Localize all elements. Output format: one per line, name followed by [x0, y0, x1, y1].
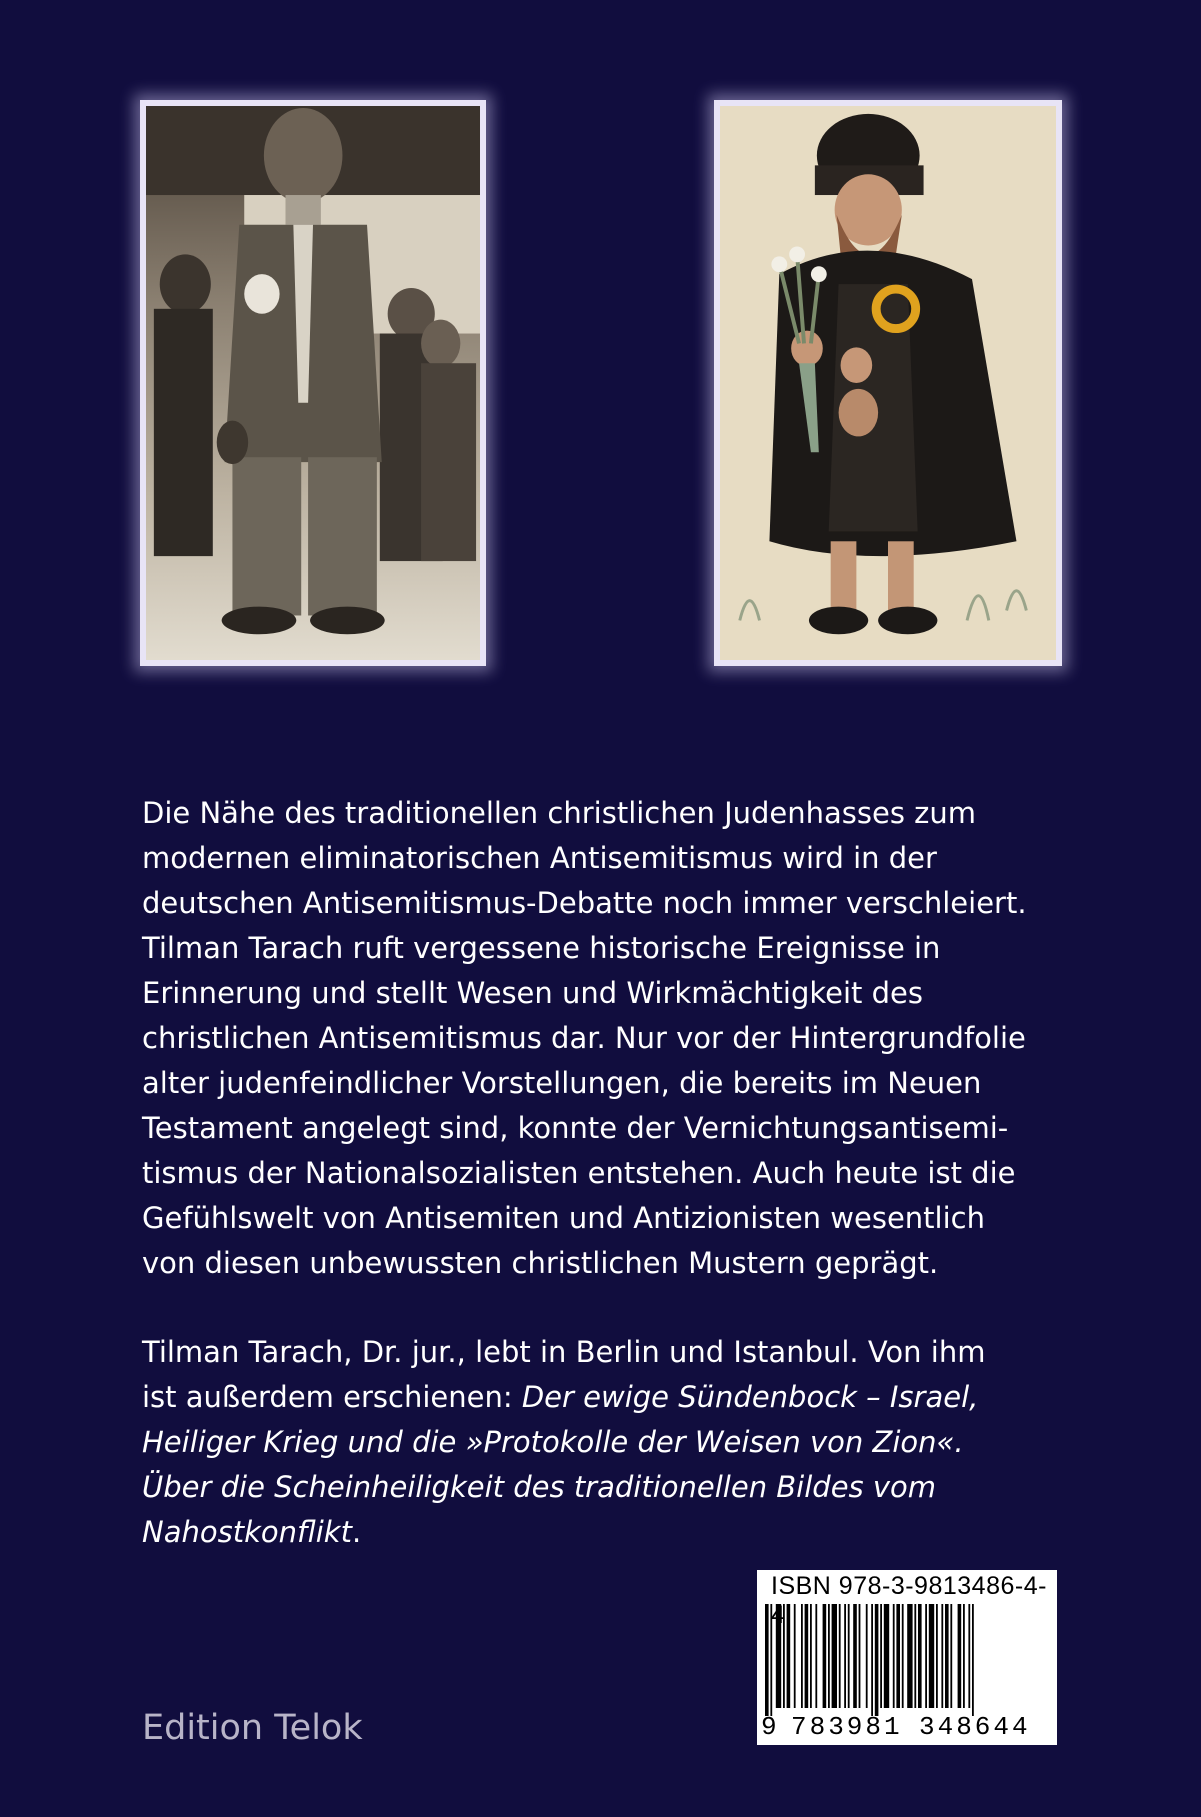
barcode-bar: [871, 1604, 873, 1716]
barcode-bar: [896, 1604, 900, 1708]
bio-book-title-part-2: Heiliger Krieg und die »Protokolle der Weisen von Zion«.: [142, 1425, 964, 1459]
barcode-bar: [936, 1604, 938, 1708]
barcode-bar: [972, 1604, 974, 1716]
barcode-bar: [810, 1604, 812, 1708]
isbn-barcode: [757, 1570, 1057, 1745]
barcode-bar: [783, 1604, 785, 1708]
barcode-bar: [963, 1604, 965, 1708]
bio-book-title-part-4: Nahostkonflikt: [142, 1515, 352, 1549]
barcode-bar: [925, 1604, 927, 1708]
barcode-bar: [765, 1604, 769, 1716]
barcode-bar: [950, 1604, 952, 1708]
blurb-line: christlichen Antisemitismus dar. Nur vor der Hintergrundfolie: [142, 1021, 1026, 1055]
barcode-bar: [918, 1604, 922, 1708]
barcode-bar: [902, 1604, 904, 1708]
photo-man-with-badge-illustration: [146, 106, 480, 660]
photo-man-with-badge: [140, 100, 486, 666]
blurb-line: von diesen unbewussten christlichen Mustern geprägt.: [142, 1246, 939, 1280]
barcode-bar: [848, 1604, 850, 1708]
barcode-bar: [941, 1604, 943, 1708]
barcode-bar: [801, 1604, 803, 1708]
barcode-bar: [875, 1604, 879, 1716]
blurb-line: Testament angelegt sind, konnte der Vernichtungsantisemi-: [142, 1111, 1009, 1145]
barcode-bar: [945, 1604, 949, 1708]
blurb-line: Tilman Tarach ruft vergessene historische Ereignisse in: [142, 931, 941, 965]
barcode-bar: [880, 1604, 882, 1708]
bio-book-title-part-1: Der ewige Sündenbock – Israel,: [521, 1380, 979, 1414]
bio-period: .: [351, 1515, 362, 1549]
barcode-bar: [776, 1604, 781, 1708]
bio-line-2-text: ist außerdem erschienen:: [142, 1380, 522, 1414]
illustration-bearded-man-with-ring-badge: [714, 100, 1062, 666]
barcode-bar: [929, 1604, 934, 1708]
author-bio: [142, 1330, 1062, 1555]
book-blurb: [142, 791, 1062, 1286]
blurb-line: Die Nähe des traditionellen christlichen Judenhasses zum: [142, 796, 977, 830]
blurb-line: Gefühlswelt von Antisemiten und Antizionisten wesentlich: [142, 1201, 985, 1235]
barcode-digit-first: 9: [761, 1712, 780, 1742]
blurb-line: modernen eliminatorischen Antisemitismus wird in der: [142, 841, 937, 875]
barcode-bar: [787, 1604, 791, 1708]
barcode-bar: [815, 1604, 817, 1708]
barcode-digits-left: 783981: [791, 1712, 903, 1742]
barcode-digits-right: 348644: [919, 1712, 1031, 1742]
blurb-line: alter judenfeindlicher Vorstellungen, die bereits im Neuen: [142, 1066, 982, 1100]
barcode-bar: [832, 1604, 837, 1708]
barcode-bar: [859, 1604, 861, 1708]
barcode-bar: [958, 1604, 962, 1708]
bio-line-1: Tilman Tarach, Dr. jur., lebt in Berlin und Istanbul. Von ihm: [142, 1335, 986, 1369]
blurb-line: tismus der Nationalsozialisten entstehen. Auch heute ist die: [142, 1156, 1016, 1190]
barcode-bar: [844, 1604, 846, 1708]
blurb-line: deutschen Antisemitismus-Debatte noch immer verschleiert.: [142, 886, 1027, 920]
barcode-bar: [794, 1604, 796, 1708]
barcode-bar: [805, 1604, 809, 1708]
barcode-bars: [765, 1604, 1049, 1716]
barcode-bar: [839, 1604, 841, 1708]
barcode-bar: [823, 1604, 827, 1708]
barcode-bar: [770, 1604, 772, 1716]
barcode-bar: [907, 1604, 912, 1708]
bio-book-title-part-3: Über die Scheinheiligkeit des traditionellen Bildes vom: [142, 1470, 937, 1504]
isbn-label: ISBN 978-3-9813486-4-: [771, 1572, 1047, 1600]
barcode-bar: [968, 1604, 970, 1708]
barcode-bar: [914, 1604, 916, 1708]
blurb-line: Erinnerung und stellt Wesen und Wirkmächtigkeit des: [142, 976, 923, 1010]
publisher-name: Edition Telok: [142, 1708, 363, 1748]
illustration-bearded-man-drawing: [720, 106, 1056, 660]
barcode-bar: [828, 1604, 830, 1708]
barcode-bar: [893, 1604, 895, 1708]
barcode-bar: [853, 1604, 857, 1708]
barcode-bar: [884, 1604, 889, 1708]
barcode-bar: [866, 1604, 868, 1708]
